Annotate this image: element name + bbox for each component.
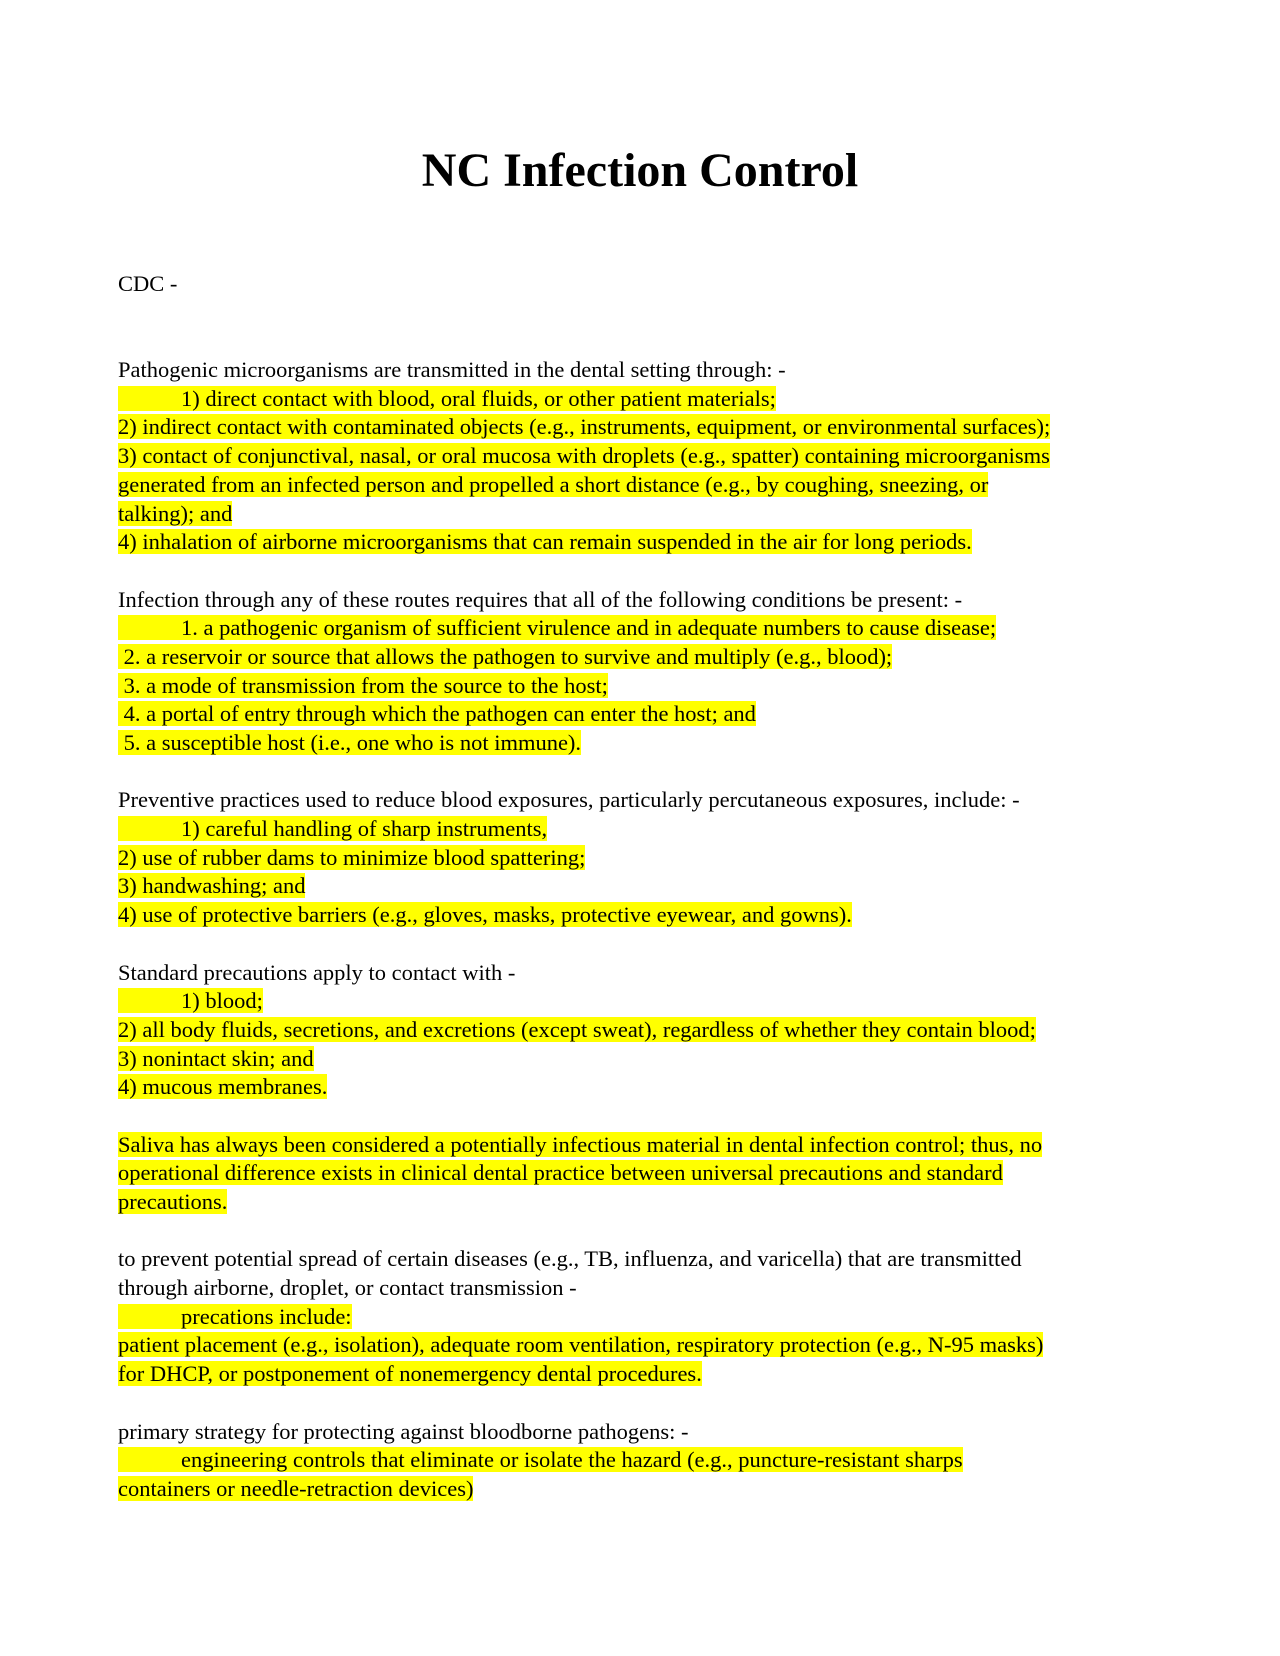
answer-line bbox=[118, 385, 1163, 414]
answer-text: 3) contact of conjunctival, nasal, or oral mucosa with droplets (e.g., spatter) containing microorganisms bbox=[118, 443, 1050, 469]
answer-line bbox=[118, 1446, 1163, 1475]
question-text: Pathogenic microorganisms are transmitted in the dental setting through: - bbox=[118, 357, 786, 383]
answer-text: 4) mucous membranes. bbox=[118, 1074, 328, 1100]
question-bloodborne bbox=[118, 1418, 1163, 1447]
answer-line bbox=[118, 500, 1163, 529]
answer-text: patient placement (e.g., isolation), adequate room ventilation, respiratory protection (e.g., N-95 masks) bbox=[118, 1332, 1044, 1358]
question-preventive bbox=[118, 786, 1163, 815]
answer-line bbox=[118, 901, 1163, 930]
answer-text: 2) all body fluids, secretions, and excretions (except sweat), regardless of whether they contain blood; bbox=[118, 1016, 1036, 1042]
answer-line bbox=[118, 729, 1163, 758]
question-standard bbox=[118, 959, 1163, 988]
answer-line bbox=[118, 1303, 1163, 1332]
answer-text: 2) use of rubber dams to minimize blood spattering; bbox=[118, 844, 586, 870]
answer-text: 4. a portal of entry through which the pathogen can enter the host; and bbox=[118, 701, 756, 727]
question-airborne bbox=[118, 1245, 1163, 1274]
answer-line bbox=[118, 1016, 1163, 1045]
answer-text: 3. a mode of transmission from the source to the host; bbox=[118, 672, 608, 698]
answer-text: containers or needle-retraction devices) bbox=[118, 1475, 474, 1501]
highlight bbox=[118, 1304, 352, 1329]
spacer bbox=[118, 299, 1163, 356]
spacer bbox=[118, 1389, 1163, 1418]
question-text: CDC - bbox=[118, 271, 178, 296]
answer-text: generated from an infected person and propelled a short distance (e.g., by coughing, sneezing, or bbox=[118, 471, 989, 497]
question-text: through airborne, droplet, or contact transmission - bbox=[118, 1275, 577, 1301]
answer-line bbox=[118, 1331, 1163, 1360]
question-text: Preventive practices used to reduce blood exposures, particularly percutaneous exposures, include: - bbox=[118, 787, 1020, 813]
spacer bbox=[118, 1217, 1163, 1246]
highlight bbox=[118, 386, 776, 411]
answer-text: 1) careful handling of sharp instruments, bbox=[181, 816, 548, 842]
highlight bbox=[118, 615, 996, 640]
answer-text: 4) use of protective barriers (e.g., gloves, masks, protective eyewear, and gowns). bbox=[118, 902, 852, 928]
answer-text: 2) indirect contact with contaminated objects (e.g., instruments, equipment, or environmental surfaces); bbox=[118, 414, 1051, 440]
question-airborne bbox=[118, 1274, 1163, 1303]
answer-text: precations include: bbox=[181, 1303, 352, 1329]
document-title: NC Infection Control bbox=[421, 144, 859, 197]
highlight bbox=[118, 816, 547, 841]
answer-line bbox=[118, 1159, 1163, 1188]
question-text: primary strategy for protecting against bloodborne pathogens: - bbox=[118, 1418, 689, 1444]
spacer bbox=[118, 557, 1163, 586]
answer-text: 3) handwashing; and bbox=[118, 873, 306, 899]
answer-line bbox=[118, 1475, 1163, 1504]
answer-line bbox=[118, 844, 1163, 873]
answer-line bbox=[118, 643, 1163, 672]
answer-text: Saliva has always been considered a potentially infectious material in dental infection control; thus, no bbox=[118, 1131, 1043, 1157]
answer-line bbox=[118, 1188, 1163, 1217]
question-conditions bbox=[118, 586, 1163, 615]
answer-line bbox=[118, 672, 1163, 701]
answer-text: engineering controls that eliminate or isolate the hazard (e.g., puncture-resistant sharps bbox=[181, 1447, 963, 1473]
question-text: Infection through any of these routes requires that all of the following conditions be present: - bbox=[118, 586, 963, 612]
answer-line bbox=[118, 1045, 1163, 1074]
answer-text: 1. a pathogenic organism of sufficient virulence and in adequate numbers to cause disease; bbox=[181, 615, 997, 641]
answer-line bbox=[118, 413, 1163, 442]
answer-line bbox=[118, 614, 1163, 643]
spacer bbox=[118, 930, 1163, 959]
question-transmission bbox=[118, 356, 1163, 385]
answer-text: 5. a susceptible host (i.e., one who is not immune). bbox=[118, 730, 582, 756]
highlight bbox=[118, 1447, 963, 1472]
answer-line bbox=[118, 442, 1163, 471]
answer-line bbox=[118, 815, 1163, 844]
answer-line bbox=[118, 1131, 1163, 1160]
answer-text: precautions. bbox=[118, 1189, 228, 1215]
answer-text: 1) direct contact with blood, oral fluids, or other patient materials; bbox=[181, 385, 776, 411]
answer-line bbox=[118, 1360, 1163, 1389]
answer-line bbox=[118, 528, 1163, 557]
answer-text: 4) inhalation of airborne microorganisms that can remain suspended in the air for long periods. bbox=[118, 529, 972, 555]
question-cdc bbox=[118, 270, 1163, 299]
answer-line bbox=[118, 987, 1163, 1016]
spacer bbox=[118, 1102, 1163, 1131]
answer-line bbox=[118, 471, 1163, 500]
highlight bbox=[118, 988, 263, 1013]
answer-text: operational difference exists in clinical dental practice between universal precautions and standard bbox=[118, 1160, 1003, 1186]
answer-text: talking); and bbox=[118, 500, 233, 526]
answer-text: for DHCP, or postponement of nonemergency dental procedures. bbox=[118, 1361, 702, 1387]
document-body bbox=[118, 270, 1163, 1504]
answer-text: 2. a reservoir or source that allows the pathogen to survive and multiply (e.g., blood); bbox=[118, 643, 893, 669]
answer-line bbox=[118, 700, 1163, 729]
answer-line bbox=[118, 872, 1163, 901]
question-text: Standard precautions apply to contact with - bbox=[118, 959, 516, 985]
answer-text: 1) blood; bbox=[181, 988, 263, 1014]
question-text: to prevent potential spread of certain diseases (e.g., TB, influenza, and varicella) that are transmitted bbox=[118, 1246, 1022, 1272]
answer-line bbox=[118, 1073, 1163, 1102]
spacer bbox=[118, 758, 1163, 787]
answer-text: 3) nonintact skin; and bbox=[118, 1045, 314, 1071]
